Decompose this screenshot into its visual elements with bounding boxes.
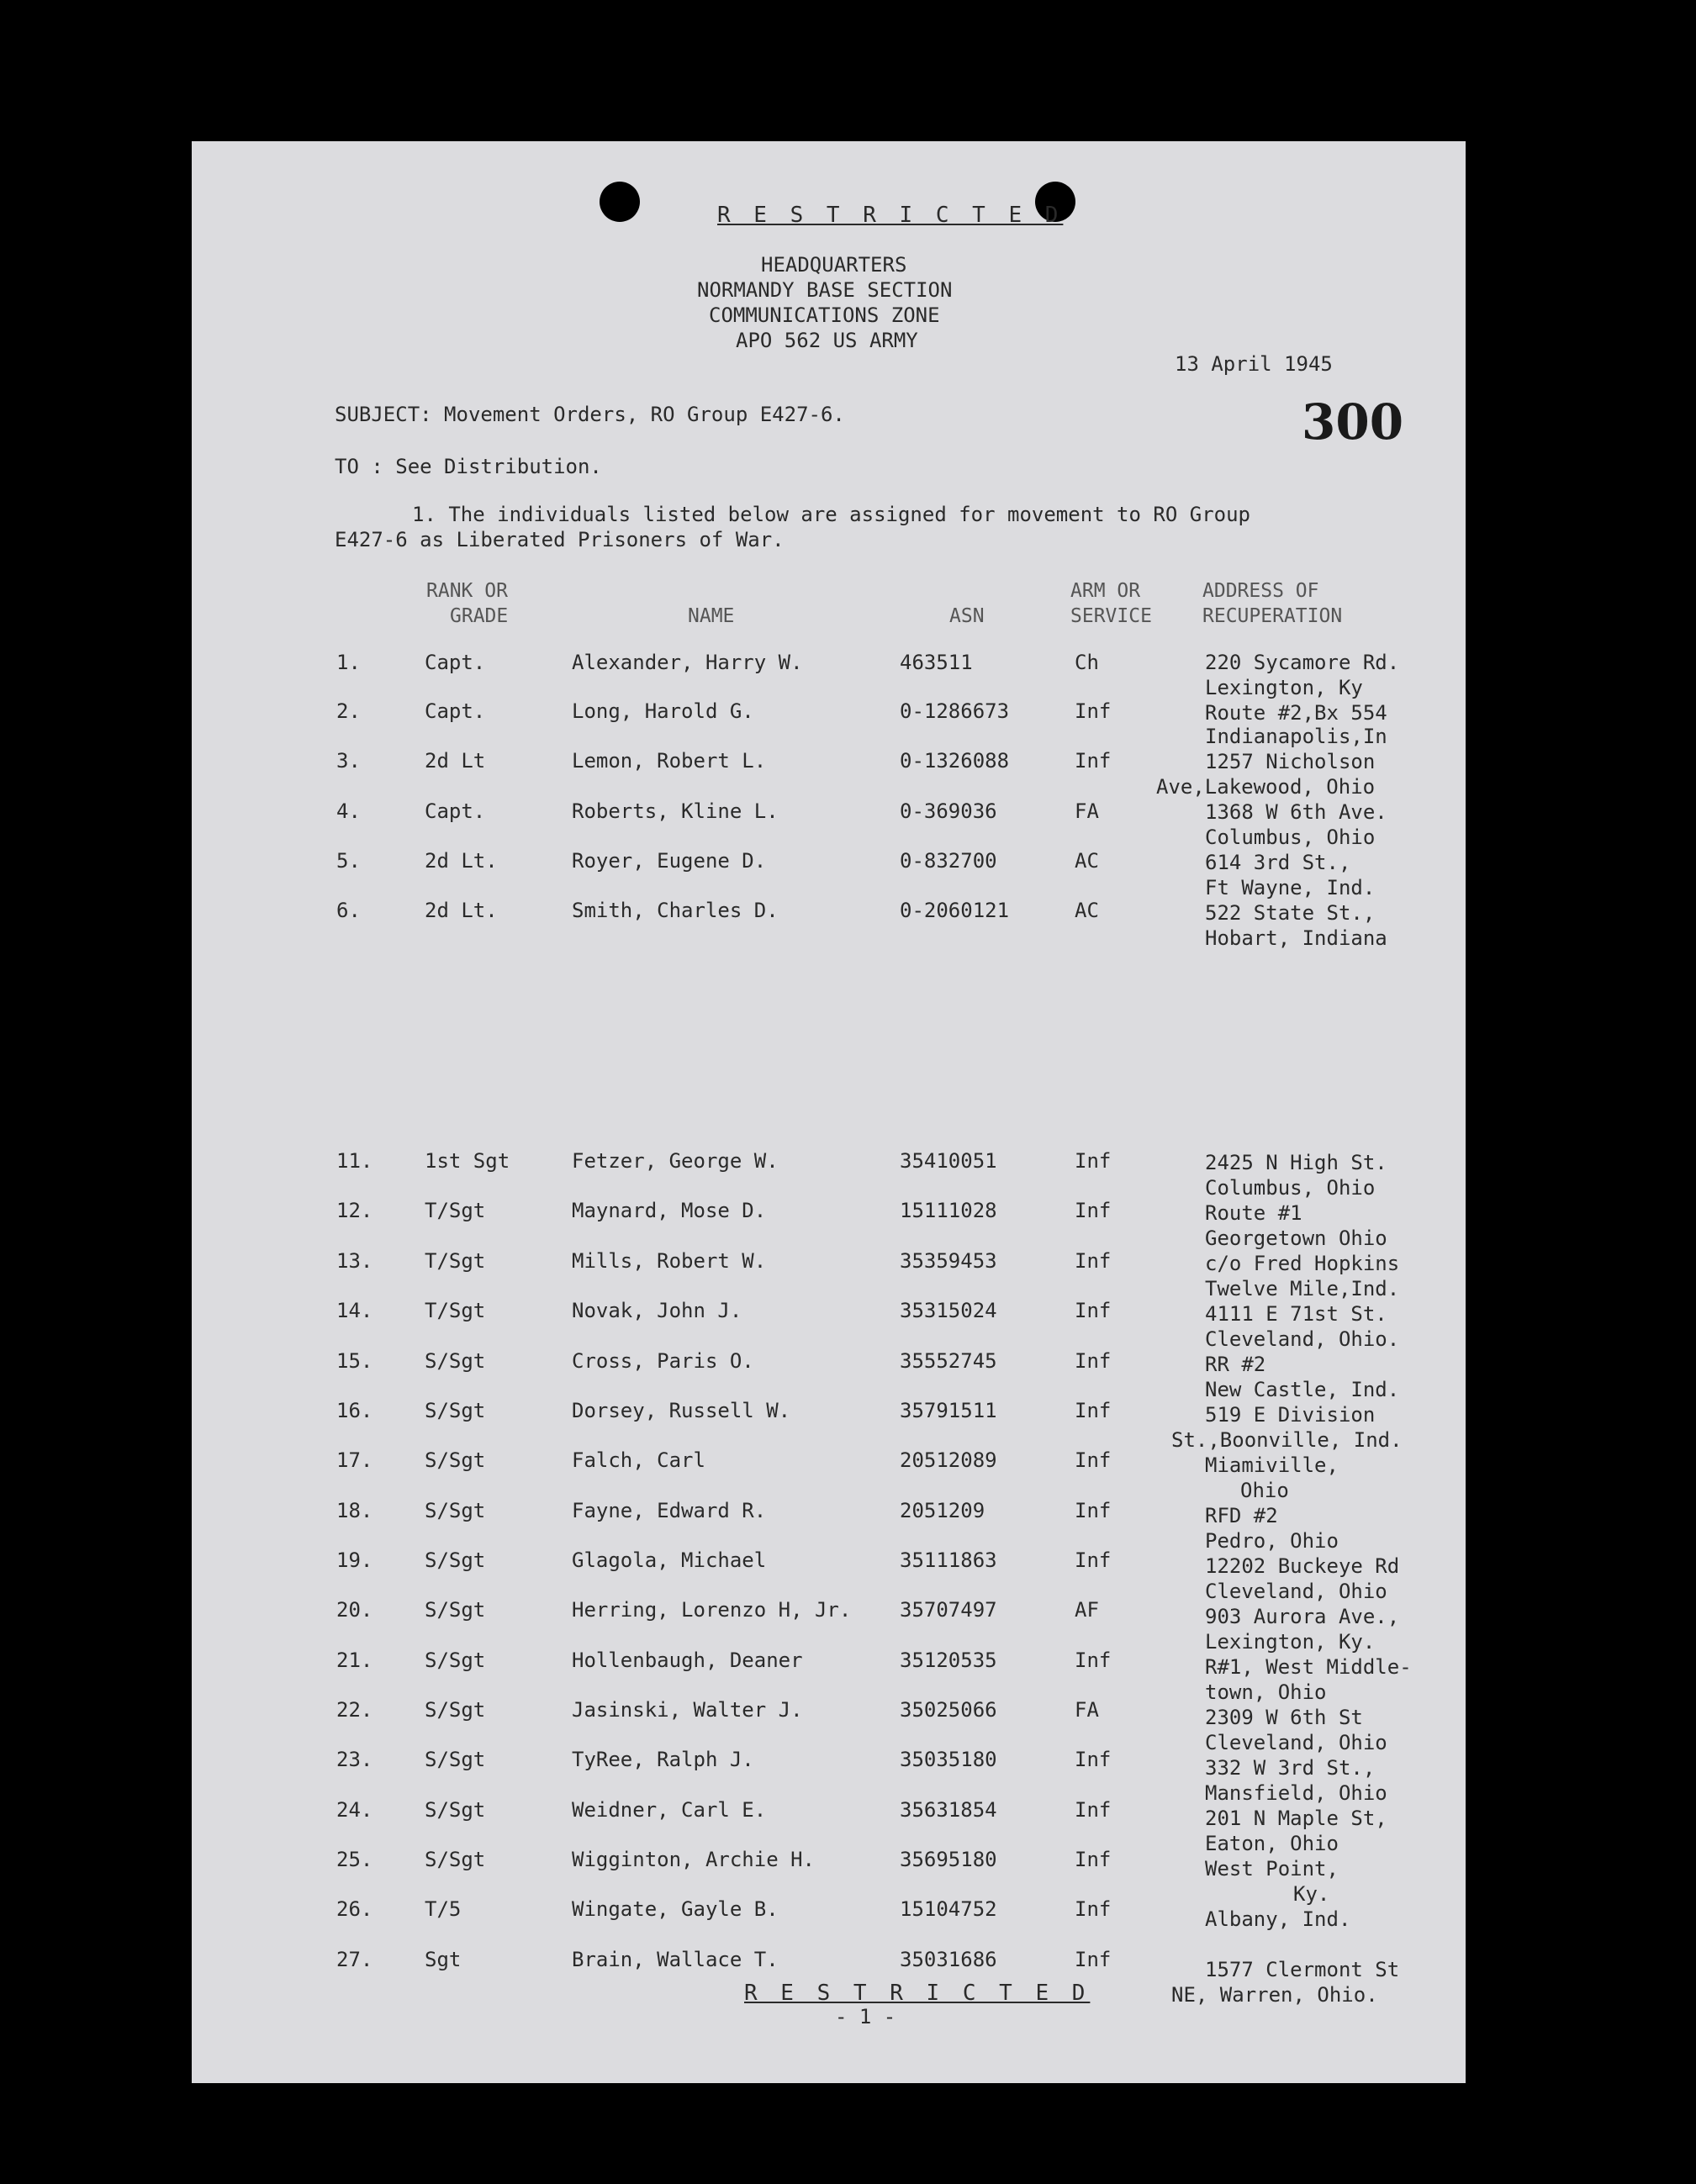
name-cell: Glagola, Michael — [572, 1548, 767, 1572]
rank-cell: S/Sgt — [425, 1499, 486, 1522]
row-number: 14. — [336, 1299, 373, 1322]
address-line: Cleveland, Ohio. — [1205, 1327, 1400, 1351]
row-number: 19. — [336, 1548, 373, 1572]
name-cell: Weidner, Carl E. — [572, 1798, 767, 1822]
address-line: 519 E Division — [1205, 1403, 1376, 1427]
row-number: 27. — [336, 1948, 373, 1971]
asn-cell: 0-1326088 — [900, 749, 1010, 773]
address-line: R#1, West Middle- — [1205, 1655, 1412, 1679]
address-line: 614 3rd St., — [1205, 851, 1351, 874]
col-header-asn: ASN — [949, 605, 985, 627]
asn-cell: 35410051 — [900, 1149, 997, 1173]
row-number: 22. — [336, 1698, 373, 1722]
asn-cell: 2051209 — [900, 1499, 985, 1522]
asn-cell: 35707497 — [900, 1598, 997, 1622]
address-line: St.,Boonville, Ind. — [1171, 1428, 1403, 1452]
name-cell: Brain, Wallace T. — [572, 1948, 779, 1971]
address-line: Columbus, Ohio — [1205, 826, 1376, 849]
name-cell: Lemon, Robert L. — [572, 749, 767, 773]
arm-cell: AC — [1075, 849, 1099, 873]
arm-cell: FA — [1075, 799, 1099, 823]
name-cell: Wingate, Gayle B. — [572, 1897, 779, 1921]
restricted-header: R E S T R I C T E D — [717, 203, 1064, 228]
rank-cell: 2d Lt — [425, 749, 486, 773]
name-cell: Fetzer, George W. — [572, 1149, 779, 1173]
address-line: 1368 W 6th Ave. — [1205, 800, 1387, 824]
page-number: - 1 - — [835, 2005, 896, 2028]
asn-cell: 35631854 — [900, 1798, 997, 1822]
name-cell: Dorsey, Russell W. — [572, 1399, 791, 1422]
subject-line: SUBJECT: Movement Orders, RO Group E427-6. — [335, 403, 845, 426]
asn-cell: 35695180 — [900, 1848, 997, 1871]
row-number: 21. — [336, 1649, 373, 1672]
rank-cell: T/Sgt — [425, 1199, 486, 1222]
address-line: West Point, — [1205, 1857, 1339, 1881]
arm-cell: Inf — [1075, 1649, 1112, 1672]
address-line: Ave,Lakewood, Ohio — [1156, 775, 1376, 799]
name-cell: Falch, Carl — [572, 1448, 705, 1472]
name-cell: Smith, Charles D. — [572, 899, 779, 922]
arm-cell: Inf — [1075, 1748, 1112, 1771]
rank-cell: 2d Lt. — [425, 849, 498, 873]
asn-cell: 0-369036 — [900, 799, 997, 823]
rank-cell: Capt. — [425, 699, 486, 723]
address-line: 2425 N High St. — [1205, 1151, 1387, 1174]
row-number: 13. — [336, 1249, 373, 1273]
row-number: 24. — [336, 1798, 373, 1822]
name-cell: Novak, John J. — [572, 1299, 742, 1322]
address-line: Columbus, Ohio — [1205, 1176, 1376, 1200]
rank-cell: S/Sgt — [425, 1798, 486, 1822]
address-line: Twelve Mile,Ind. — [1205, 1277, 1400, 1300]
arm-cell: Inf — [1075, 1249, 1112, 1273]
arm-cell: Inf — [1075, 1149, 1112, 1173]
rank-cell: S/Sgt — [425, 1698, 486, 1722]
to-line: TO : See Distribution. — [335, 455, 602, 478]
address-line: 522 State St., — [1205, 901, 1376, 925]
name-cell: Cross, Paris O. — [572, 1349, 754, 1373]
asn-cell: 35120535 — [900, 1649, 997, 1672]
asn-cell: 35552745 — [900, 1349, 997, 1373]
row-number: 18. — [336, 1499, 373, 1522]
name-cell: Herring, Lorenzo H, Jr. — [572, 1598, 852, 1622]
hq-line-2: NORMANDY BASE SECTION — [697, 278, 953, 302]
row-number: 25. — [336, 1848, 373, 1871]
address-line: 12202 Buckeye Rd — [1205, 1554, 1400, 1578]
address-line: Route #2,Bx 554 — [1205, 701, 1387, 725]
asn-cell: 35359453 — [900, 1249, 997, 1273]
name-cell: Jasinski, Walter J. — [572, 1698, 803, 1722]
asn-cell: 20512089 — [900, 1448, 997, 1472]
arm-cell: Inf — [1075, 699, 1112, 723]
address-line: RR #2 — [1205, 1353, 1266, 1376]
arm-cell: Inf — [1075, 749, 1112, 773]
arm-cell: Inf — [1075, 1798, 1112, 1822]
col-header-arm-2: SERVICE — [1070, 605, 1152, 627]
row-number: 6. — [336, 899, 361, 922]
asn-cell: 15104752 — [900, 1897, 997, 1921]
asn-cell: 463511 — [900, 651, 973, 674]
address-line: Albany, Ind. — [1205, 1907, 1351, 1931]
name-cell: Hollenbaugh, Deaner — [572, 1649, 803, 1672]
page-stamp: 300 — [1302, 393, 1404, 451]
asn-cell: 0-832700 — [900, 849, 997, 873]
col-header-arm-1: ARM OR — [1070, 580, 1141, 602]
address-line: Cleveland, Ohio — [1205, 1580, 1387, 1603]
address-line: New Castle, Ind. — [1205, 1378, 1400, 1401]
rank-cell: Capt. — [425, 651, 486, 674]
name-cell: TyRee, Ralph J. — [572, 1748, 754, 1771]
row-number: 20. — [336, 1598, 373, 1622]
name-cell: Fayne, Edward R. — [572, 1499, 767, 1522]
asn-cell: 35315024 — [900, 1299, 997, 1322]
rank-cell: T/Sgt — [425, 1249, 486, 1273]
address-line: 903 Aurora Ave., — [1205, 1605, 1400, 1628]
rank-cell: S/Sgt — [425, 1598, 486, 1622]
hq-line-3: COMMUNICATIONS ZONE — [709, 303, 940, 327]
arm-cell: AF — [1075, 1598, 1099, 1622]
address-line: Eaton, Ohio — [1205, 1832, 1339, 1855]
rank-cell: 2d Lt. — [425, 899, 498, 922]
col-header-rank-1: RANK OR — [426, 580, 508, 602]
asn-cell: 35791511 — [900, 1399, 997, 1422]
address-line: Hobart, Indiana — [1205, 926, 1387, 950]
hq-line-4: APO 562 US ARMY — [736, 329, 918, 352]
arm-cell: Inf — [1075, 1499, 1112, 1522]
rank-cell: S/Sgt — [425, 1848, 486, 1871]
address-line: 201 N Maple St, — [1205, 1807, 1387, 1830]
row-number: 23. — [336, 1748, 373, 1771]
address-line: 1257 Nicholson — [1205, 750, 1376, 773]
asn-cell: 0-2060121 — [900, 899, 1010, 922]
address-line: Lexington, Ky — [1205, 676, 1363, 699]
hq-line-1: HEADQUARTERS — [761, 253, 907, 277]
arm-cell: FA — [1075, 1698, 1099, 1722]
asn-cell: 15111028 — [900, 1199, 997, 1222]
address-line: c/o Fred Hopkins — [1205, 1252, 1400, 1275]
address-line: NE, Warren, Ohio. — [1171, 1983, 1378, 2007]
asn-cell: 0-1286673 — [900, 699, 1010, 723]
row-number: 4. — [336, 799, 361, 823]
asn-cell: 35111863 — [900, 1548, 997, 1572]
address-line: Ky. — [1293, 1882, 1330, 1906]
name-cell: Roberts, Kline L. — [572, 799, 779, 823]
row-number: 26. — [336, 1897, 373, 1921]
arm-cell: Ch — [1075, 651, 1099, 674]
document-date: 13 April 1945 — [1175, 352, 1333, 376]
paragraph-line-2: E427-6 as Liberated Prisoners of War. — [335, 528, 785, 551]
address-line: 2309 W 6th St — [1205, 1706, 1363, 1729]
row-number: 3. — [336, 749, 361, 773]
row-number: 15. — [336, 1349, 373, 1373]
address-line: Mansfield, Ohio — [1205, 1781, 1387, 1805]
arm-cell: Inf — [1075, 1948, 1112, 1971]
address-line: Lexington, Ky. — [1205, 1630, 1376, 1654]
arm-cell: Inf — [1075, 1349, 1112, 1373]
address-line: 1577 Clermont St — [1205, 1958, 1400, 1981]
address-line: town, Ohio — [1205, 1680, 1327, 1704]
address-line: Georgetown Ohio — [1205, 1227, 1387, 1250]
rank-cell: S/Sgt — [425, 1649, 486, 1672]
address-line: 220 Sycamore Rd. — [1205, 651, 1400, 674]
asn-cell: 35025066 — [900, 1698, 997, 1722]
rank-cell: T/Sgt — [425, 1299, 486, 1322]
col-header-rank-2: GRADE — [450, 605, 509, 627]
arm-cell: Inf — [1075, 1848, 1112, 1871]
arm-cell: Inf — [1075, 1399, 1112, 1422]
restricted-footer: R E S T R I C T E D — [744, 1981, 1091, 2006]
rank-cell: 1st Sgt — [425, 1149, 510, 1173]
address-line: Indianapolis,In — [1205, 725, 1387, 748]
arm-cell: Inf — [1075, 1299, 1112, 1322]
arm-cell: Inf — [1075, 1448, 1112, 1472]
name-cell: Mills, Robert W. — [572, 1249, 767, 1273]
rank-cell: Sgt — [425, 1948, 462, 1971]
row-number: 16. — [336, 1399, 373, 1422]
paragraph-line-1: 1. The individuals listed below are assigned for movement to RO Group — [412, 503, 1250, 526]
row-number: 11. — [336, 1149, 373, 1173]
rank-cell: S/Sgt — [425, 1748, 486, 1771]
rank-cell: T/5 — [425, 1897, 462, 1921]
address-line: Ft Wayne, Ind. — [1205, 876, 1376, 899]
rank-cell: S/Sgt — [425, 1399, 486, 1422]
address-line: RFD #2 — [1205, 1504, 1278, 1527]
asn-cell: 35031686 — [900, 1948, 997, 1971]
col-header-name: NAME — [688, 605, 735, 627]
arm-cell: Inf — [1075, 1548, 1112, 1572]
asn-cell: 35035180 — [900, 1748, 997, 1771]
name-cell: Maynard, Mose D. — [572, 1199, 767, 1222]
rank-cell: Capt. — [425, 799, 486, 823]
row-number: 12. — [336, 1199, 373, 1222]
address-line: Miamiville, — [1205, 1453, 1339, 1477]
arm-cell: Inf — [1075, 1897, 1112, 1921]
address-line: 332 W 3rd St., — [1205, 1756, 1376, 1780]
row-number: 2. — [336, 699, 361, 723]
col-header-address-2: RECUPERATION — [1202, 605, 1343, 627]
address-line: Pedro, Ohio — [1205, 1529, 1339, 1553]
address-line: Cleveland, Ohio — [1205, 1731, 1387, 1754]
name-cell: Alexander, Harry W. — [572, 651, 803, 674]
arm-cell: AC — [1075, 899, 1099, 922]
arm-cell: Inf — [1075, 1199, 1112, 1222]
row-number: 17. — [336, 1448, 373, 1472]
rank-cell: S/Sgt — [425, 1349, 486, 1373]
address-line: Ohio — [1240, 1479, 1289, 1502]
address-line: 4111 E 71st St. — [1205, 1302, 1387, 1326]
name-cell: Wigginton, Archie H. — [572, 1848, 815, 1871]
name-cell: Royer, Eugene D. — [572, 849, 767, 873]
name-cell: Long, Harold G. — [572, 699, 754, 723]
rank-cell: S/Sgt — [425, 1448, 486, 1472]
row-number: 5. — [336, 849, 361, 873]
punch-hole-left — [600, 182, 640, 222]
rank-cell: S/Sgt — [425, 1548, 486, 1572]
col-header-address-1: ADDRESS OF — [1202, 580, 1319, 602]
row-number: 1. — [336, 651, 361, 674]
address-line: Route #1 — [1205, 1201, 1302, 1225]
